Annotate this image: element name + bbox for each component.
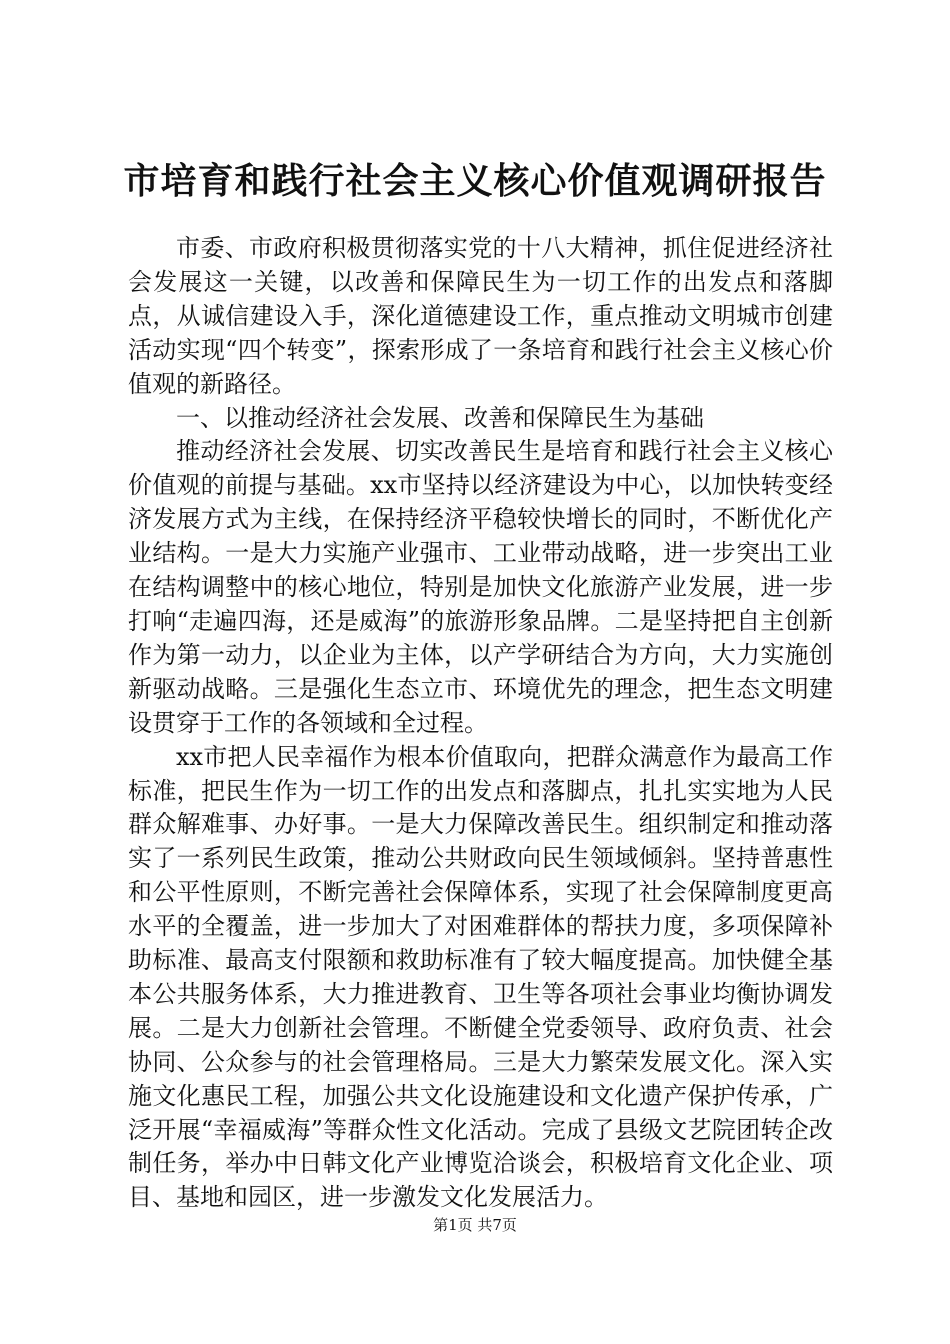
paragraph-economy: 推动经济社会发展、切实改善民生是培育和践行社会主义核心价值观的前提与基础。xx市坚持以经济建设为中心，以加快转变经济发展方式为主线，在保持经济平稳较快增长的同时，不断优化产业结构。一是大力实施产业强市、工业带动战略，进一步突出工业在结构调整中的核心地位，特别是加快文化旅游产业发展，进一步打响“走遍四海，还是威海”的旅游形象品牌。二是坚持把自主创新作为第一动力，以企业为主体，以产学研结合为方向，大力实施创新驱动战略。三是强化生态立市、环境优先的理念，把生态文明建设贯穿于工作的各领域和全过程。 xyxy=(128,437,833,737)
document-title: 市培育和践行社会主义核心价值观调研报告 xyxy=(123,161,827,202)
paragraph-livelihood: xx市把人民幸福作为根本价值取向，把群众满意作为最高工作标准，把民生作为一切工作的出发点和落脚点，扎扎实实地为人民群众解难事、办好事。一是大力保障改善民生。组织制定和推动落实了一系列民生政策，推动公共财政向民生领域倾斜。坚持普惠性和公平性原则，不断完善社会保障体系，实现了社会保障制度更高水平的全覆盖，进一步加大了对困难群体的帮扶力度，多项保障补助标准、最高支付限额和救助标准有了较大幅度提高。加快健全基本公共服务体系，大力推进教育、卫生等各项社会事业均衡协调发展。二是大力创新社会管理。不断健全党委领导、政府负责、社会协同、公众参与的社会管理格局。三是大力繁荣发展文化。深入实施文化惠民工程，加强公共文化设施建设和文化遗产保护传承，广泛开展“幸福威海”等群众性文化活动。完成了县级文艺院团转企改制任务，举办中日韩文化产业博览洽谈会，积极培育文化企业、项目、基地和园区，进一步激发文化发展活力。 xyxy=(128,742,833,1212)
section-heading-1: 一、以推动经济社会发展、改善和保障民生为基础 xyxy=(176,403,704,432)
page-footer xyxy=(0,1215,950,1235)
document-body xyxy=(128,232,833,1215)
page-number-total: 共7页 xyxy=(477,1216,517,1234)
paragraph-intro: 市委、市政府积极贯彻落实党的十八大精神，抓住促进经济社会发展这一关键，以改善和保障民生为一切工作的出发点和落脚点，从诚信建设入手，深化道德建设工作，重点推动文明城市创建活动实现“四个转变”，探索形成了一条培育和践行社会主义核心价值观的新路径。 xyxy=(128,234,833,398)
page-number-current: 第1页 xyxy=(433,1216,473,1234)
